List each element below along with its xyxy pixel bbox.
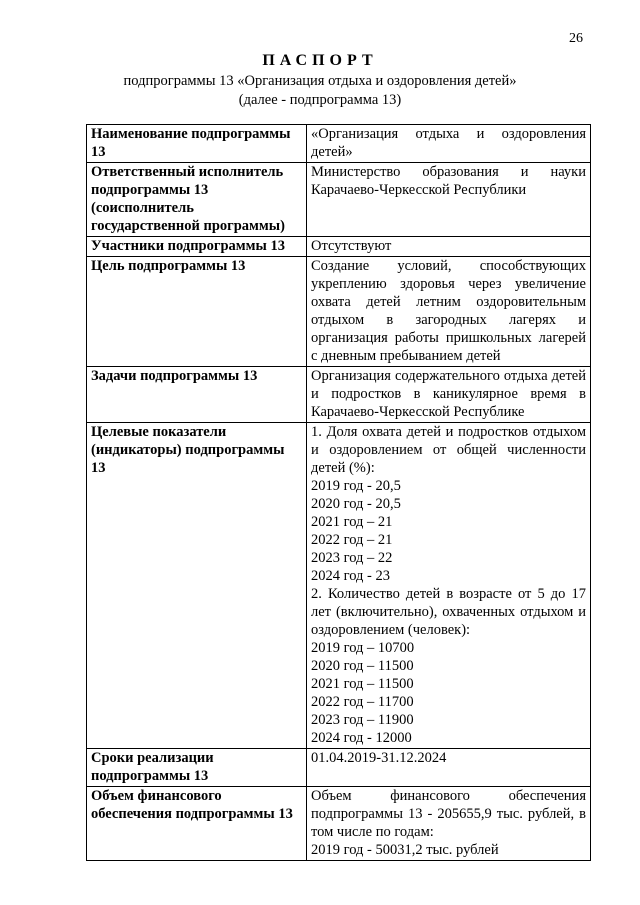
row-value (307, 125, 591, 163)
table-row (87, 423, 591, 749)
row-value (307, 423, 591, 749)
value-line: 2023 год – 11900 (311, 712, 414, 728)
table-row (87, 787, 591, 861)
row-label: Цель подпрограммы 13 (87, 257, 307, 367)
value-line: 2022 год – 11700 (311, 694, 414, 710)
page-number: 26 (569, 31, 583, 46)
value-line: Создание условий, способствующих укреплению здоровья через увеличение охвата детей летним оздоровительным отдыхом в загородных лагерях и организация работы пришкольных лагерей с дневным пребыванием детей (311, 258, 586, 364)
table-row (87, 237, 591, 257)
value-line: 2023 год – 22 (311, 550, 393, 566)
value-line: 2020 год - 20,5 (311, 496, 401, 512)
row-value (307, 237, 591, 257)
row-label: Задачи подпрограммы 13 (87, 367, 307, 423)
row-value (307, 367, 591, 423)
document-subtitle-note: (далее - подпрограмма 13) (238, 92, 402, 108)
row-value (307, 749, 591, 787)
value-line: 2. Количество детей в возрасте от 5 до 17 лет (включительно), охваченных отдыхом и оздоровлением (человек): (311, 586, 586, 638)
value-line: 01.04.2019-31.12.2024 (311, 750, 447, 766)
row-label: Объем финансового обеспечения подпрограммы 13 (87, 787, 307, 861)
value-line: Министерство образования и науки Карачаево-Черкесской Республики (311, 164, 586, 198)
row-label: Ответственный исполнитель подпрограммы 13 (соисполнитель государственной программы) (87, 163, 307, 237)
value-line: 2019 год - 50031,2 тыс. рублей (311, 842, 499, 858)
value-line: 2022 год – 21 (311, 532, 393, 548)
table-row (87, 163, 591, 237)
value-line: 2020 год – 11500 (311, 658, 414, 674)
value-line: Отсутствуют (311, 238, 392, 254)
value-line: «Организация отдыха и оздоровления детей» (311, 126, 586, 160)
table-row (87, 257, 591, 367)
row-value (307, 787, 591, 861)
value-line: 2024 год - 12000 (311, 730, 412, 746)
passport-table (86, 124, 591, 861)
table-row (87, 749, 591, 787)
value-line: 2019 год – 10700 (311, 640, 415, 656)
row-label: Наименование подпрограммы 13 (87, 125, 307, 163)
table-row (87, 367, 591, 423)
value-line: 2021 год – 21 (311, 514, 393, 530)
row-value (307, 257, 591, 367)
document-title: ПАСПОРТ (262, 52, 378, 69)
row-value (307, 163, 591, 237)
value-line: 2019 год - 20,5 (311, 478, 401, 494)
document-subtitle: подпрограммы 13 «Организация отдыха и оздоровления детей» (123, 73, 517, 89)
row-label: Участники подпрограммы 13 (87, 237, 307, 257)
value-line: 2021 год – 11500 (311, 676, 414, 692)
value-line: Организация содержательного отдыха детей и подростков в каникулярное время в Карачаево-Черкесской Республике (311, 368, 586, 420)
row-label: Целевые показатели (индикаторы) подпрограммы 13 (87, 423, 307, 749)
value-line: Объем финансового обеспечения подпрограммы 13 - 205655,9 тыс. рублей, в том числе по годам: (311, 788, 586, 840)
value-line: 1. Доля охвата детей и подростков отдыхом и оздоровлением от общей численности детей (%): (311, 424, 586, 476)
table-row (87, 125, 591, 163)
value-line: 2024 год - 23 (311, 568, 390, 584)
row-label: Сроки реализации подпрограммы 13 (87, 749, 307, 787)
